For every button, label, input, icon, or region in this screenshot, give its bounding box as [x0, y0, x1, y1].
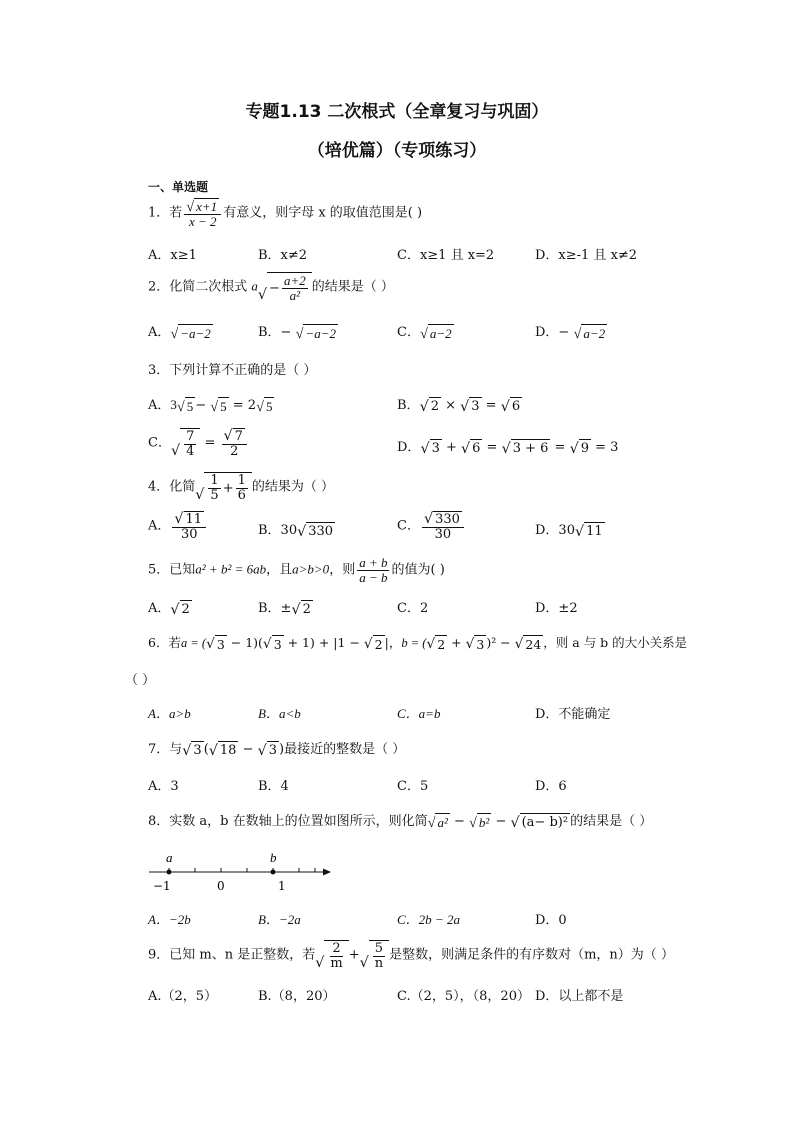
number-line-arrow [323, 869, 331, 876]
q1-option-c: C．x≥1 且 x=2 [397, 248, 495, 263]
q1-frac-num: x+1 [196, 199, 218, 215]
q9-option-b: B.（8，20） [258, 989, 336, 1004]
point-a [167, 870, 172, 875]
label-a: a [166, 850, 173, 865]
question-3: 3．下列计算不正确的是（ ） [148, 363, 317, 378]
q9-option-a: A.（2，5） [148, 989, 218, 1004]
question-5: 5．已知a² + b² = 6ab，且a>b>0，则 $\frac{a + b}{a - b}$ 的值为( ) [148, 555, 445, 585]
label-b: b [270, 850, 277, 865]
number-line-ticks [169, 868, 315, 872]
q6-option-c: C．a=b [397, 706, 441, 721]
q2-option-b: B．− √ −a−2 [258, 325, 336, 343]
tick-label-0: 0 [217, 879, 225, 893]
page-subtitle: （培优篇）（专项练习） [307, 141, 487, 161]
q4-option-c: C． √ 330 30 [397, 511, 466, 541]
question-8: 8．实数 a，b 在数轴上的位置如图所示，则化简 √ a² − √ b² − √ (a− b)² 的结果是（ ） [148, 814, 653, 832]
point-b [271, 870, 276, 875]
q4-option-b: B．30 √ 330 [258, 523, 334, 540]
q1-frac-den: x − 2 [188, 213, 217, 229]
q6-option-a: A．a>b [148, 706, 191, 721]
q1-stem: 1．若 [148, 205, 183, 221]
q2-frac-num: a+2 [283, 273, 306, 288]
q2-tail: 的结果是（ ） [311, 279, 394, 295]
q5-option-d: D．±2 [535, 601, 578, 616]
q7-option-d: D．6 [535, 779, 567, 794]
tick-label-minus-1: −1 [153, 879, 171, 893]
q9-option-d: D．以上都不是 [535, 989, 624, 1004]
q1-option-b: B．x≠2 [258, 248, 308, 263]
q8-option-b: B．−2a [258, 912, 301, 927]
q7-option-c: C．5 [397, 779, 429, 794]
q7-option-b: B．4 [258, 779, 289, 794]
q4-option-d: D．30 √ 11 [535, 523, 603, 540]
q3-option-b: B． √ 2 × √ 3 = √ 6 [397, 398, 521, 415]
q2-neg: − [269, 280, 280, 296]
q9-option-c: C.（2，5），（8，20） [397, 989, 530, 1004]
q2-option-c: C． √ a−2 [397, 325, 452, 343]
q6-option-d: D．不能确定 [535, 707, 611, 722]
q1-option-a: A．x≥1 [148, 248, 197, 263]
q1-option-d: D．x≥-1 且 x≠2 [535, 248, 638, 263]
q3-option-a: A．3 √ 5 − √ 5 = 2 √ 5 [148, 397, 273, 416]
q5-option-a: A． √ 2 [148, 601, 190, 618]
q2-stem: 2．化简二次根式 [148, 279, 248, 295]
q7-option-a: A．3 [148, 779, 179, 794]
q1-tail: 有意义，则字母 x 的取值范围是( ) [223, 205, 423, 221]
tick-label-1: 1 [278, 879, 286, 893]
page-title: 专题1.13 二次根式（全章复习与巩固） [245, 102, 549, 122]
q3-option-c: C． √ $\frac{7}{4}$ = √ 7 2 [148, 428, 249, 458]
q8-option-a: A．−2b [148, 912, 191, 927]
q5-option-b: B．± √ 2 [258, 601, 311, 618]
section-heading: 一、单选题 [148, 180, 209, 194]
q1-fraction: √ x+1 x − 2 [184, 198, 221, 228]
q2-option-a: A． √ −a−2 [148, 325, 211, 343]
question-6: 6．若a = ( √ 3 − 1)( √ 3 + 1) + |1 − √ 2 |，b = ( √ 2 + √ 3 )² − √ 24 ，则 a 与 b 的大小关系是 [148, 635, 688, 653]
q3-option-d: D． √ 3 + √ 6 = √ 3 + 6 = √ 9 = 3 [397, 440, 619, 457]
number-line-figure [145, 848, 335, 894]
question-2: 2．化简二次根式 a √ − $\frac{a+2}{\text{a²}}$ 的结果是（ ） [148, 273, 394, 303]
q8-option-c: C．2b − 2a [397, 912, 460, 927]
q2-frac-den: a² [289, 287, 301, 303]
question-1 [148, 198, 422, 228]
q5-option-c: C．2 [397, 601, 429, 616]
q4-option-a: A． √ 11 30 [148, 511, 208, 541]
question-9: 9．已知 m、n 是正整数，若 √ $\frac{2}{m}$ + √ $\frac{5}{n}$ 是整数，则满足条件的有序数对（m，n）为（ ） [148, 941, 674, 971]
q2-a: a [251, 278, 258, 294]
q6-answer-paren: （ ） [125, 673, 156, 688]
q6-option-b: B．a<b [258, 706, 301, 721]
question-4: 4．化简 √ $\frac{1}{5}$ + $\frac{1}{6}$ 的结果为（ ） [148, 473, 335, 503]
q8-option-d: D．0 [535, 913, 567, 928]
question-7: 7．与 √ 3 ( √ 18 − √ 3 )最接近的整数是（ ） [148, 742, 406, 759]
q2-option-d: D．− √ a−2 [535, 325, 606, 343]
